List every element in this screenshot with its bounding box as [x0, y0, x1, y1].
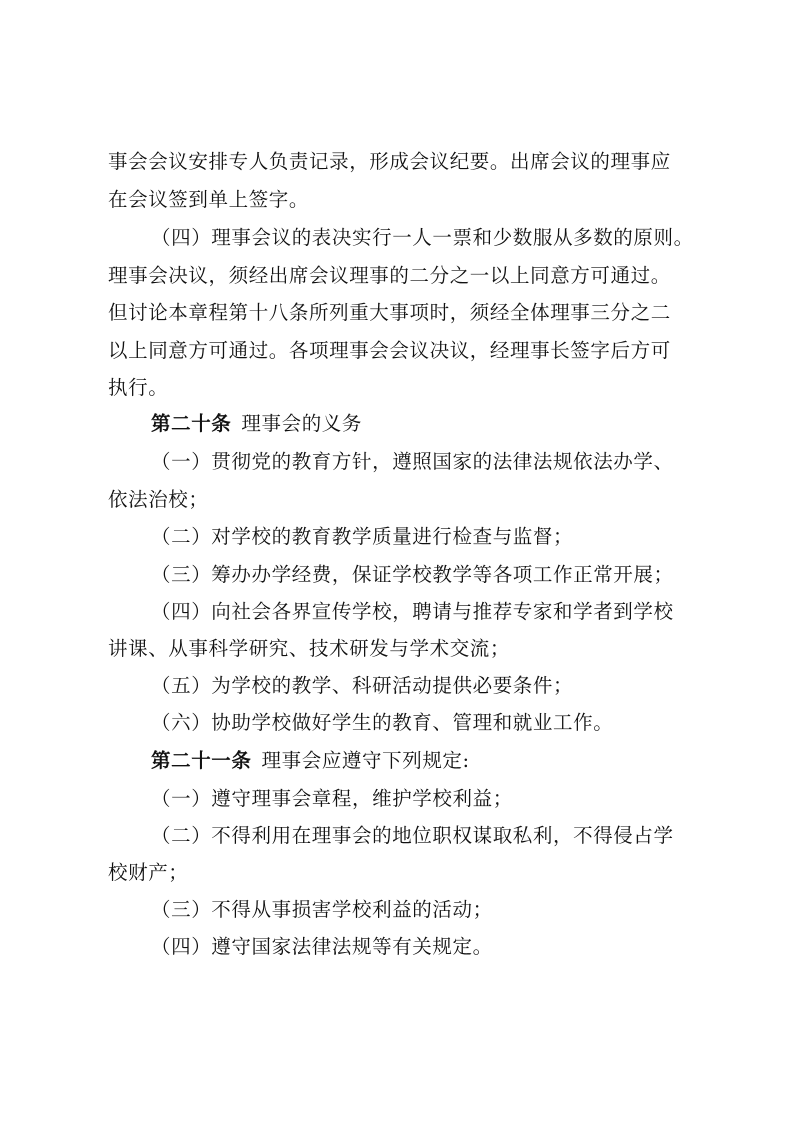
paragraph-line: 事会会议安排专人负责记录，形成会议纪要。出席会议的理事应: [108, 150, 671, 173]
article-item-line: （二）不得利用在理事会的地位职权谋取私利，不得侵占学: [151, 824, 674, 847]
paragraph-line: 但讨论本章程第十八条所列重大事项时，须经全体理事三分之二: [108, 301, 671, 324]
paragraph-line: 理事会决议，须经出席会议理事的二分之一以上同意方可通过。: [108, 264, 671, 287]
article-title: 理事会应遵守下列规定:: [261, 749, 470, 772]
article-item-line: （四）遵守国家法律法规等有关规定。: [151, 935, 493, 958]
article-item-line: 依法治校；: [108, 488, 209, 511]
article-number: 第二十一条: [151, 749, 252, 772]
article-item-line: 校财产；: [108, 861, 189, 884]
article-item-line: （四）向社会各界宣传学校，聘请与推荐专家和学者到学校: [151, 600, 674, 623]
article-item-line: （六）协助学校做好学生的教育、管理和就业工作。: [151, 711, 614, 734]
article-item-line: （二）对学校的教育教学质量进行检查与监督；: [151, 525, 574, 548]
article-item-line: 讲课、从事科学研究、技术研发与学术交流；: [108, 637, 511, 660]
article-heading: [0, 742, 794, 780]
article-title: 理事会的义务: [241, 412, 363, 435]
article-number: 第二十条: [151, 412, 232, 435]
paragraph-line: 执行。: [108, 376, 169, 399]
article-item-line: （三）筹办办学经费，保证学校教学等各项工作正常开展；: [151, 563, 674, 586]
paragraph-line: 以上同意方可通过。各项理事会会议决议，经理事长签字后方可: [108, 339, 671, 362]
article-heading: [0, 405, 794, 443]
article-item-line: （五）为学校的教学、科研活动提供必要条件；: [151, 674, 574, 697]
article-item-line: （一）贯彻党的教育方针，遵照国家的法律法规依法办学、: [151, 450, 674, 473]
paragraph-line: 在会议签到单上签字。: [108, 188, 310, 211]
paragraph-line: （四）理事会议的表决实行一人一票和少数服从多数的原则。: [151, 226, 694, 249]
article-item-line: （一）遵守理事会章程，维护学校利益；: [151, 787, 513, 810]
article-item-line: （三）不得从事损害学校利益的活动；: [151, 898, 493, 921]
